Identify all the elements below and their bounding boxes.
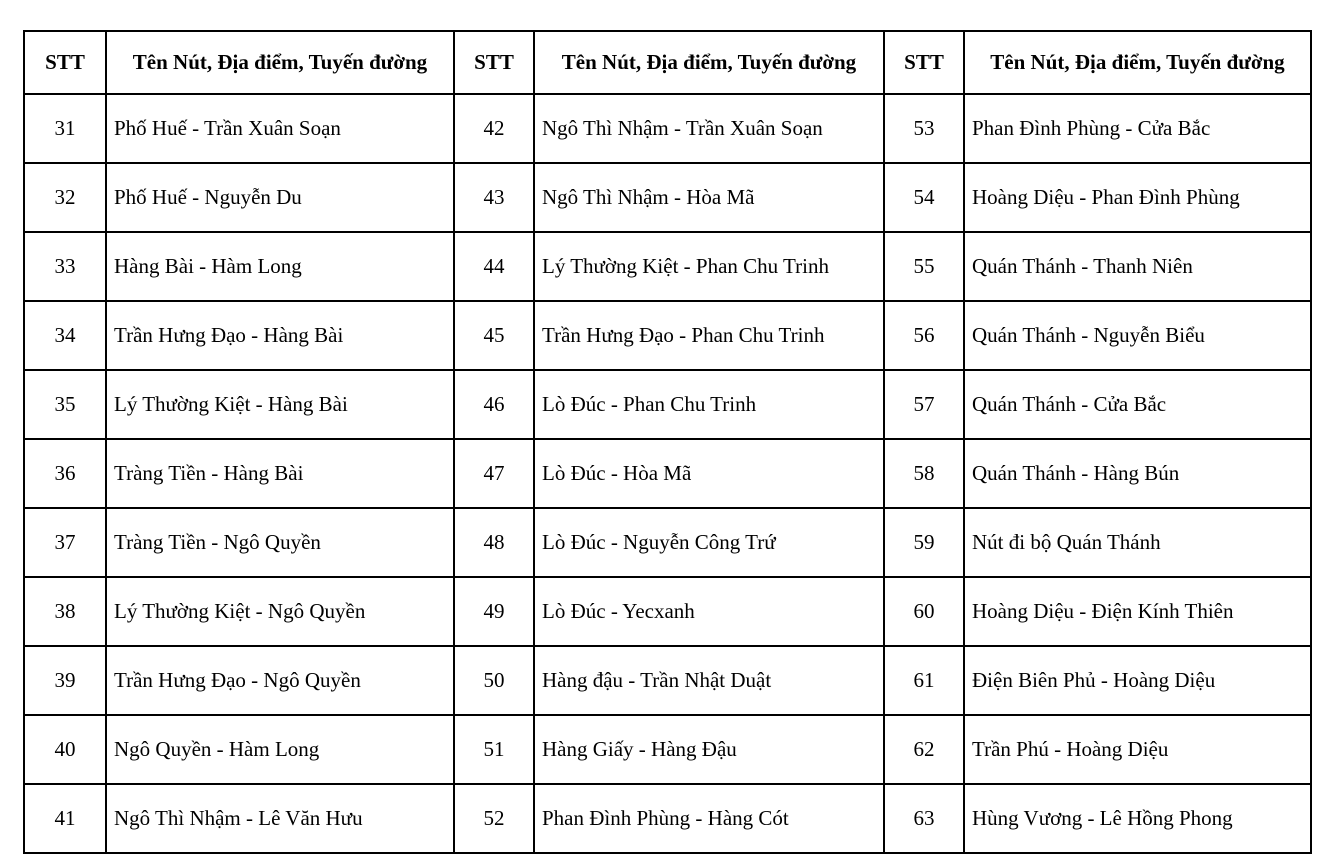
node-name-cell: Lò Đúc - Yecxanh (534, 577, 884, 646)
node-name-cell: Phố Huế - Trần Xuân Soạn (106, 94, 454, 163)
stt-cell: 38 (24, 577, 106, 646)
node-name-cell: Điện Biên Phủ - Hoàng Diệu (964, 646, 1311, 715)
header-row (24, 31, 1311, 94)
table-row (24, 94, 1311, 163)
table-row (24, 715, 1311, 784)
stt-cell: 54 (884, 163, 964, 232)
stt-cell: 44 (454, 232, 534, 301)
node-name-cell: Lò Đúc - Phan Chu Trinh (534, 370, 884, 439)
node-name-cell: Hoàng Diệu - Phan Đình Phùng (964, 163, 1311, 232)
node-name-cell: Phố Huế - Nguyễn Du (106, 163, 454, 232)
stt-cell: 48 (454, 508, 534, 577)
table-row (24, 163, 1311, 232)
stt-cell: 52 (454, 784, 534, 853)
node-name-cell: Phan Đình Phùng - Hàng Cót (534, 784, 884, 853)
stt-cell: 59 (884, 508, 964, 577)
stt-cell: 50 (454, 646, 534, 715)
table-row (24, 301, 1311, 370)
stt-cell: 31 (24, 94, 106, 163)
stt-cell: 45 (454, 301, 534, 370)
table-row (24, 370, 1311, 439)
node-name-cell: Quán Thánh - Thanh Niên (964, 232, 1311, 301)
node-name-cell: Tràng Tiền - Ngô Quyền (106, 508, 454, 577)
stt-cell: 56 (884, 301, 964, 370)
stt-cell: 60 (884, 577, 964, 646)
stt-cell: 61 (884, 646, 964, 715)
stt-cell: 35 (24, 370, 106, 439)
column-header-stt: STT (24, 31, 106, 94)
stt-cell: 42 (454, 94, 534, 163)
node-name-cell: Lò Đúc - Nguyễn Công Trứ (534, 508, 884, 577)
node-name-cell: Phan Đình Phùng - Cửa Bắc (964, 94, 1311, 163)
stt-cell: 47 (454, 439, 534, 508)
node-name-cell: Hoàng Diệu - Điện Kính Thiên (964, 577, 1311, 646)
stt-cell: 46 (454, 370, 534, 439)
stt-cell: 37 (24, 508, 106, 577)
node-name-cell: Lý Thường Kiệt - Ngô Quyền (106, 577, 454, 646)
column-header-name: Tên Nút, Địa điểm, Tuyến đường (964, 31, 1311, 94)
node-name-cell: Trần Phú - Hoàng Diệu (964, 715, 1311, 784)
stt-cell: 58 (884, 439, 964, 508)
stt-cell: 63 (884, 784, 964, 853)
stt-cell: 53 (884, 94, 964, 163)
stt-cell: 40 (24, 715, 106, 784)
column-header-stt: STT (454, 31, 534, 94)
node-name-cell: Quán Thánh - Hàng Bún (964, 439, 1311, 508)
node-name-cell: Lý Thường Kiệt - Phan Chu Trinh (534, 232, 884, 301)
table-row (24, 439, 1311, 508)
node-name-cell: Quán Thánh - Nguyễn Biểu (964, 301, 1311, 370)
node-name-cell: Trần Hưng Đạo - Hàng Bài (106, 301, 454, 370)
table-row (24, 577, 1311, 646)
node-name-cell: Lý Thường Kiệt - Hàng Bài (106, 370, 454, 439)
node-name-cell: Trần Hưng Đạo - Phan Chu Trinh (534, 301, 884, 370)
column-header-name: Tên Nút, Địa điểm, Tuyến đường (534, 31, 884, 94)
stt-cell: 49 (454, 577, 534, 646)
node-name-cell: Hàng Giấy - Hàng Đậu (534, 715, 884, 784)
stt-cell: 51 (454, 715, 534, 784)
node-name-cell: Quán Thánh - Cửa Bắc (964, 370, 1311, 439)
node-name-cell: Lò Đúc - Hòa Mã (534, 439, 884, 508)
stt-cell: 32 (24, 163, 106, 232)
node-name-cell: Nút đi bộ Quán Thánh (964, 508, 1311, 577)
node-name-cell: Ngô Thì Nhậm - Hòa Mã (534, 163, 884, 232)
column-header-name: Tên Nút, Địa điểm, Tuyến đường (106, 31, 454, 94)
node-name-cell: Hùng Vương - Lê Hồng Phong (964, 784, 1311, 853)
table-row (24, 784, 1311, 853)
intersections-table (23, 30, 1312, 854)
table-body (24, 94, 1311, 853)
node-name-cell: Tràng Tiền - Hàng Bài (106, 439, 454, 508)
node-name-cell: Hàng Bài - Hàm Long (106, 232, 454, 301)
table-row (24, 646, 1311, 715)
stt-cell: 39 (24, 646, 106, 715)
stt-cell: 33 (24, 232, 106, 301)
stt-cell: 43 (454, 163, 534, 232)
stt-cell: 34 (24, 301, 106, 370)
table-row (24, 508, 1311, 577)
column-header-stt: STT (884, 31, 964, 94)
stt-cell: 36 (24, 439, 106, 508)
node-name-cell: Trần Hưng Đạo - Ngô Quyền (106, 646, 454, 715)
stt-cell: 41 (24, 784, 106, 853)
stt-cell: 62 (884, 715, 964, 784)
node-name-cell: Ngô Quyền - Hàm Long (106, 715, 454, 784)
node-name-cell: Ngô Thì Nhậm - Lê Văn Hưu (106, 784, 454, 853)
stt-cell: 57 (884, 370, 964, 439)
node-name-cell: Ngô Thì Nhậm - Trần Xuân Soạn (534, 94, 884, 163)
node-name-cell: Hàng đậu - Trần Nhật Duật (534, 646, 884, 715)
stt-cell: 55 (884, 232, 964, 301)
table-row (24, 232, 1311, 301)
